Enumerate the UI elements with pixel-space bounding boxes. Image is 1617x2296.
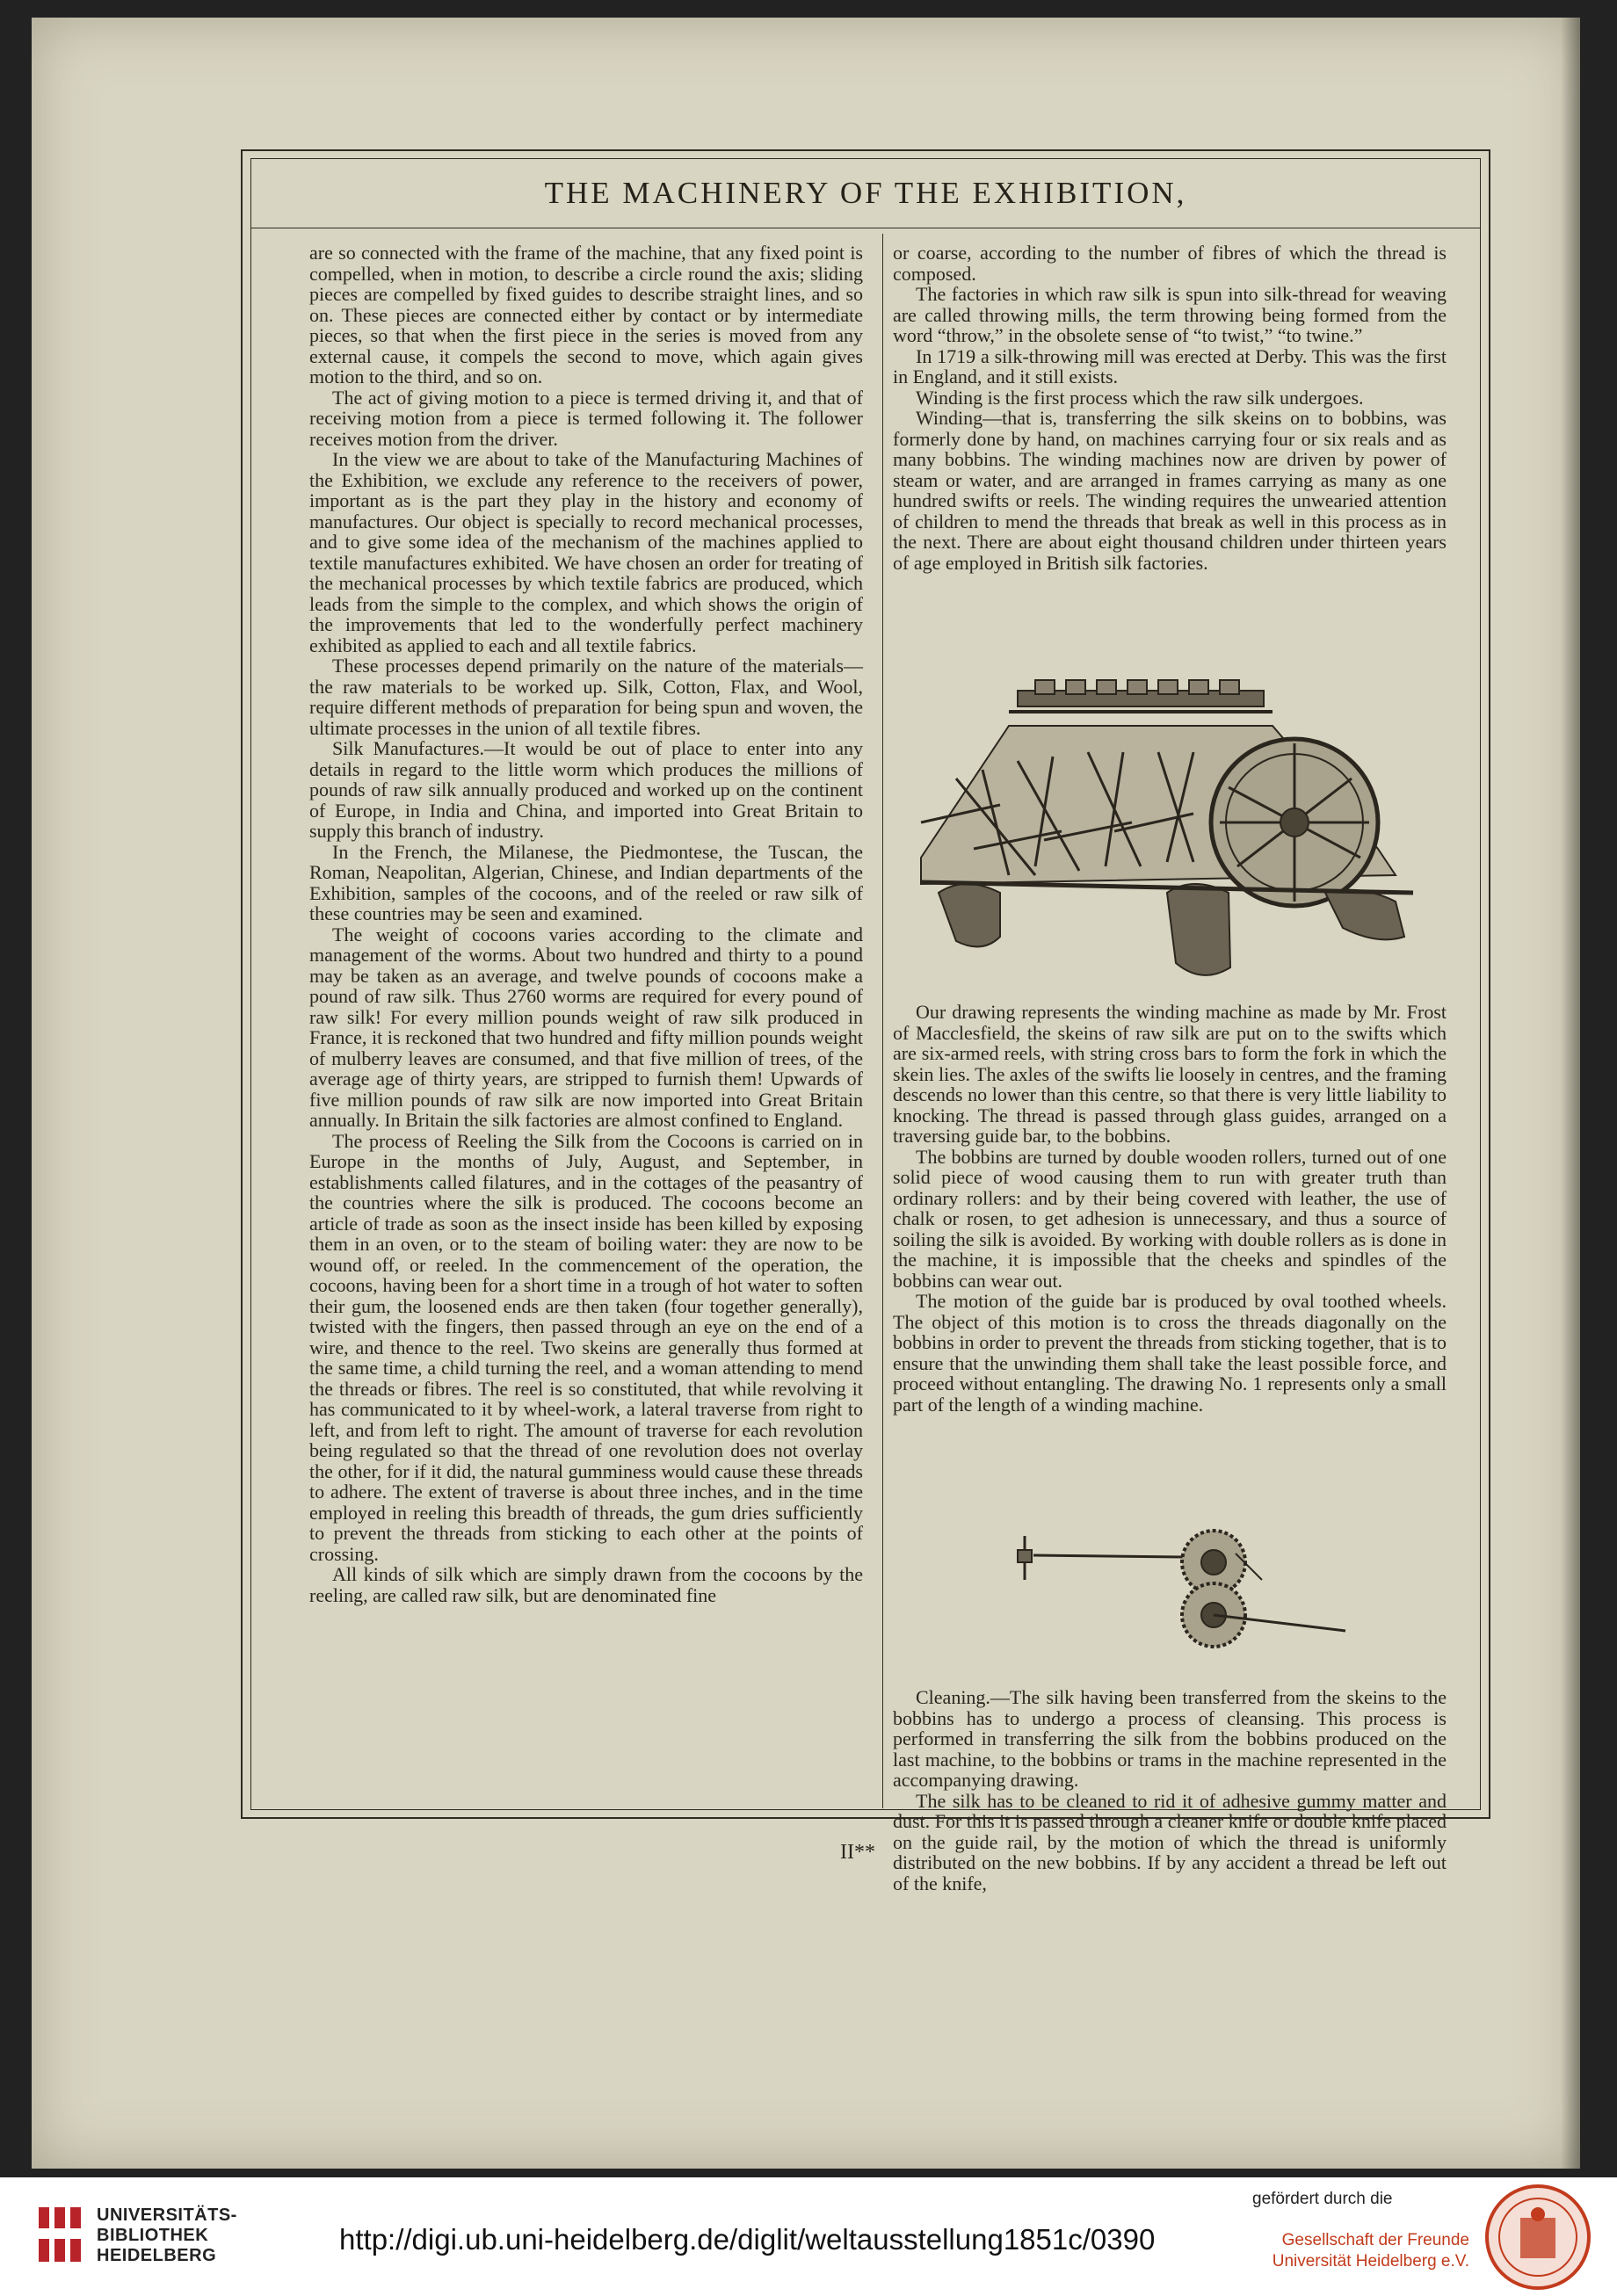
right-column-middle bbox=[893, 1002, 1447, 1415]
university-seal-icon bbox=[1483, 2183, 1592, 2292]
paragraph: The weight of cocoons varies according to the climate and management of the worms. About two hundred and thirty to a pound may be taken as an average, and twelve pounds of cocoons make a pound of raw silk. Thus 2760 worms are required for every pound of raw silk! For every million pounds weight of raw silk produced in France, it is reckoned that two hundred and fifty million pounds weight of mulberry leaves are consumed, and that five million of trees, of the average age of thirty years, are stripped to furnish them! Upwards of five million pounds of raw silk are now imported into Great Britain annually. In Britain the silk factories are almost confined to England. bbox=[309, 923, 863, 1131]
running-title: THE MACHINERY OF THE EXHIBITION, bbox=[544, 176, 1187, 210]
paragraph: In 1719 a silk-throwing mill was erected at Derby. This was the first in England, and it still exists. bbox=[893, 344, 1447, 387]
paragraph: In the view we are about to take of the Manufacturing Machines of the Exhibition, we exclude any reference to the receivers of power, important as is the part they play in the history and economy of manufactures. Our object is specially to record mechanical processes, and to give some idea of the mechanism of the machines applied to textile manufactures exhibited. We have chosen an order for treating of the mechanical processes by which textile fabrics are produced, which leads from the simple to the complex, and which shows the origin of the improvements that led to the wonderfully perfect machinery exhibited as applied to each and all textile fabrics. bbox=[309, 448, 863, 656]
paragraph: or coarse, according to the number of fibres of which the thread is composed. bbox=[893, 242, 1447, 285]
oval-gear-engraving bbox=[998, 1527, 1367, 1650]
right-column-bottom bbox=[893, 1687, 1447, 1894]
permalink-url[interactable]: http://digi.ub.uni-heidelberg.de/diglit/weltausstellung1851c/0390 bbox=[339, 2223, 1156, 2256]
page-folio: II** bbox=[840, 1841, 875, 1864]
paragraph: The factories in which raw silk is spun into silk-thread for weaving are called throwing mills, the term throwing being formed from the word “throw,” in the obsolete sense of “to twist,” “to twine.” bbox=[893, 283, 1447, 346]
paragraph: The silk has to be cleaned to rid it of adhesive gummy matter and dust. For this it is passed through a cleaner knife or double knife placed on the guide rail, by the motion of which the thread is uniformly distributed on the new bobbins. If by any accident a thread be left out of the knife, bbox=[893, 1789, 1447, 1894]
society-name: Gesellschaft der Freunde Universität Heidelberg e.V. bbox=[1272, 2231, 1469, 2271]
column-divider bbox=[882, 234, 883, 1808]
library-logo-icon bbox=[35, 2202, 86, 2267]
paragraph: The process of Reeling the Silk from the Cocoons is carried on in Europe in the months of July, August, and September, in establishments called filatures, and in the cottages of the peasantry of the countries where the silk is produced. The cocoons become an article of trade as soon as the insect inside has been killed by exposing them in an oven, or to the steam of boiling water: they are now to be wound off, or reeled. In the commencement of the operation, the cocoons, having been for a short time in a trough of hot water to soften their gum, the loosened ends are then taken (four together generally), twisted with the fingers, then passed through an eye on the end of a wire, and thence to the reel. Two skeins are generally thus formed at the same time, a child turning the reel, and a woman attending to mend the threads or fibres. The reel is so constituted, that while revolving it has communicated to it by wheel-work, a lateral traverse from right to left, and from left to right. The amount of traverse for each revolution being regulated so that the thread of one revolution does not overlay the other, for if it did, the natural gumminess would cause these threads to adhere. The extent of traverse is about three inches, and in the time employed in reeling this breadth of threads, the gum dries sufficiently to prevent the threads from sticking to each other at the points of crossing. bbox=[309, 1129, 863, 1565]
paragraph: are so connected with the frame of the machine, that any fixed point is compelled, when in motion, to describe a circle round the axis; sliding pieces are compelled by fixed guides to describe straight lines, and so on. These pieces are connected either by contact or by intermediate pieces, so that when the first piece in the series is moved from any external cause, it compels the second to move, which again gives motion to the third, and so on. bbox=[309, 242, 863, 387]
left-column bbox=[309, 243, 863, 1605]
winding-machine-engraving bbox=[903, 673, 1431, 998]
book-page bbox=[32, 18, 1580, 2169]
paragraph: Cleaning.—The silk having been transferred from the skeins to the bobbins has to undergo a process of cleansing. This process is performed in transferring the silk from the bobbins produced on the last machine, to the bobbins or trams in the machine represented in the accompanying drawing. bbox=[893, 1686, 1447, 1791]
paragraph: Winding—that is, transferring the silk skeins on to bobbins, was formerly done by hand, on machines carrying four or six reals and as many bobbins. The winding machines now are driven by power of steam or water, and are arranged in frames carrying as many as one hundred swifts or reels. The winding requires the unwearied attention of children to mend the threads that break as well in this process as in the next. There are about eight thousand children under thirteen years of age employed in British silk factories. bbox=[893, 407, 1447, 574]
library-name: UNIVERSITÄTS- BIBLIOTHEK HEIDELBERG bbox=[97, 2205, 237, 2265]
right-column-top bbox=[893, 243, 1447, 573]
funded-by-label: gefördert durch die bbox=[1252, 2190, 1393, 2208]
paragraph: Our drawing represents the winding machine as made by Mr. Frost of Macclesfield, the skeins of raw silk are put on to the swifts which are six-armed reels, with string cross bars to form the fork in which the skein lies. The axles of the swifts lie loosely in centres, and the framing descends no lower than this centre, so that there is very little liability to knocking. The thread is passed through glass guides, arranged on a traversing guide bar, to the bobbins. bbox=[893, 1001, 1447, 1147]
paragraph: The bobbins are turned by double wooden rollers, turned out of one solid piece of wood causing them to run with greater truth than ordinary rollers: and by their being covered with leather, the use of chalk or rosen, to get adhesion is unnecessary, and thus a source of soiling the silk is avoided. By working with double rollers as is done in the machine, it is impossible that the cheeks and spindles of the bobbins can wear out. bbox=[893, 1145, 1447, 1292]
digitization-footer bbox=[0, 2177, 1617, 2296]
paragraph: Winding is the first process which the raw silk undergoes. bbox=[916, 386, 1364, 409]
paragraph: In the French, the Milanese, the Piedmontese, the Tuscan, the Roman, Neapolitan, Algerian, Chinese, and Indian departments of the Exhibition, samples of the cocoons, and of the reeled or raw silk of these countries may be seen and examined. bbox=[309, 840, 863, 924]
paragraph: The motion of the guide bar is produced by oval toothed wheels. The object of this motion is to cross the threads diagonally on the bobbins in order to prevent the threads from sticking together, that is to ensure that the unwinding them shall take the least possible force, and proceed without entangling. The drawing No. 1 represents only a small part of the length of a winding machine. bbox=[893, 1290, 1447, 1416]
paragraph: These processes depend primarily on the nature of the materials—the raw materials to be worked up. Silk, Cotton, Flax, and Wool, require different methods of preparation for being spun and woven, the ultimate processes in the union of all textile fibres. bbox=[309, 655, 863, 739]
paragraph: The act of giving motion to a piece is termed driving it, and that of receiving motion from a piece is termed following it. The follower receives motion from the driver. bbox=[309, 386, 863, 450]
paragraph: Silk Manufactures.—It would be out of place to enter into any details in regard to the little worm which produces the millions of pounds of raw silk annually produced and worked up on the continent of Europe, in India and China, and imported into Great Britain to supply this branch of industry. bbox=[309, 737, 863, 842]
paragraph: All kinds of silk which are simply drawn from the cocoons by the reeling, are called raw silk, but are denominated fine bbox=[309, 1563, 863, 1606]
